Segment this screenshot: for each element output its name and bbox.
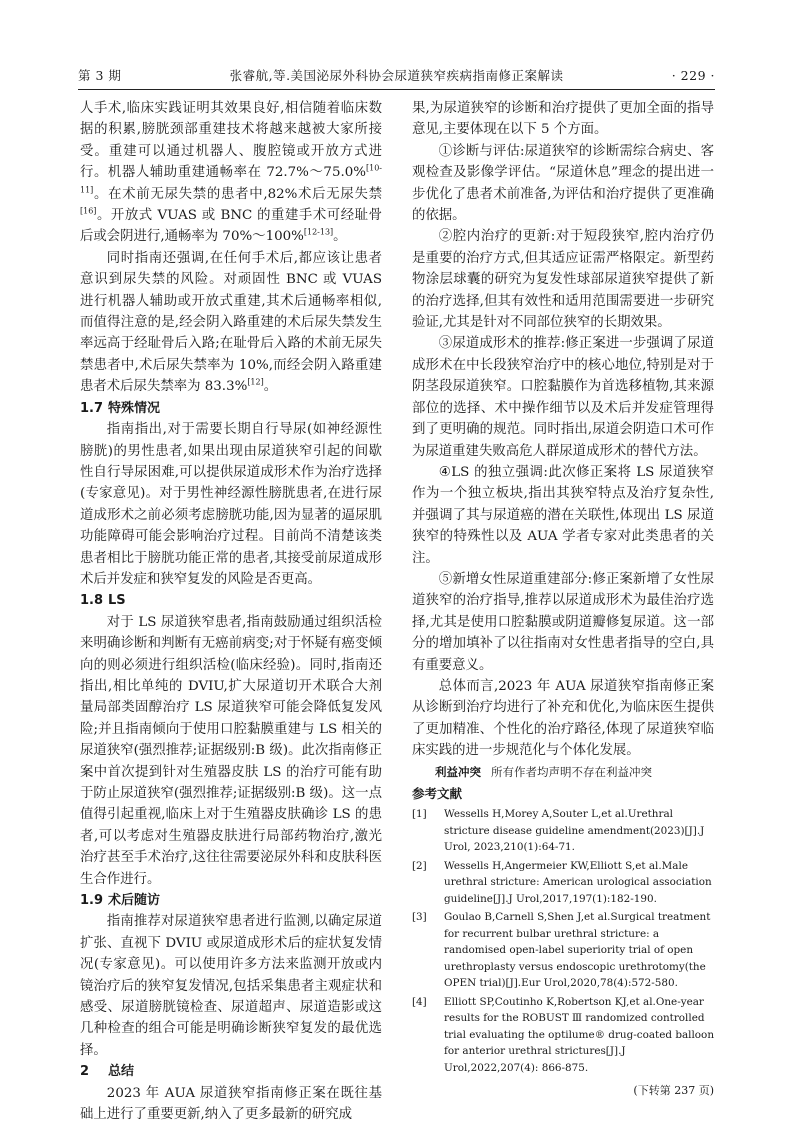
left-column xyxy=(80,98,382,1126)
paragraph: 指南指出,对于需要长期自行导尿(如神经源性膀胱)的男性患者,如果出现由尿道狭窄引起的间歇性自行导尿困难,可以提供尿道成形术作为治疗选择(专家意见)。对于男性神经源性膀胱患者,在进行尿道成形术之前必须考虑膀胱功能,因为显著的逼尿肌功能障碍可能会影响治疗过程。目前尚不清楚该类患者相比于膀胱功能正常的患者,其接受前尿道成形术后并发症和狭窄复发的风险是否更高。 xyxy=(80,422,382,587)
section-heading: 1.7 特殊情况 xyxy=(80,400,161,416)
header-rule xyxy=(78,89,715,90)
references-heading: 参考文献 xyxy=(412,786,463,801)
paragraph: 同时指南还强调,在任何手术后,都应该让患者意识到尿失禁的风险。对顽固性 BNC 或 VUAS 进行机器人辅助或开放式重建,其术后通畅率相似,而值得注意的是,经会阴入路重建的术后尿失禁发生率远高于经耻骨后入路;在耻骨后入路的术前无尿失禁患者中,术后尿失禁率为 10%,而经会阴入路重建患者术后尿失禁率为 83.3%[12]。 xyxy=(80,250,382,395)
right-column xyxy=(412,98,714,1102)
paragraph: 总体而言,2023 年 AUA 尿道狭窄指南修正案从诊断到治疗均进行了补充和优化,为临床医生提供了更加精准、个性化的治疗路径,体现了尿道狭窄临床实践的进一步规范化与个体化发展。 xyxy=(412,678,714,759)
paragraph: ②腔内治疗的更新:对于短段狭窄,腔内治疗仍是重要的治疗方式,但其适应证需严格限定。新型药物涂层球囊的研究为复发性球部尿道狭窄提供了新的治疗选择,但其有效性和适用范围需要进一步研究验证,尤其是针对不同部位狭窄的长期效果。 xyxy=(412,229,714,331)
running-header xyxy=(78,64,715,86)
section-heading: 1.8 LS xyxy=(80,593,126,609)
issue-number: 第 3 期 xyxy=(78,68,122,83)
paragraph: 对于 LS 尿道狭窄患者,指南鼓励通过组织活检来明确诊断和判断有无癌前病变;对于怀疑有癌变倾向的则必须进行组织活检(临床经验)。同时,指南还指出,相比单纯的 DVIU,扩大尿道切开术联合大剂量局部类固醇治疗 LS 尿道狭窄可能会降低复发风险;并且指南倾向于使用口腔黏膜重建与 LS 相关的尿道狭窄(强烈推荐;证据级别:B 级)。此次指南修正案中首次提到针对生殖器皮肤 LS 的治疗可能有助于防止尿道狭窄(强烈推荐;证据级别:B 级)。这一点值得引起重视,临床上对于生殖器皮肤确诊 LS 的患者,可以考虑对生殖器皮肤进行局部药物治疗,激光治疗甚至手术治疗,这往往需要泌尿外科和皮肤科医生合作进行。 xyxy=(80,614,382,887)
reference-item: [2] Wessells H,Angermeier KW,Elliott S,et al.Male urethral stricture: American urological association guideline[J].J Urol,2017,197(1):182-190. xyxy=(412,859,712,905)
paragraph: 2023 年 AUA 尿道狭窄指南修正案在既往基础上进行了重要更新,纳入了更多最新的研究成 xyxy=(80,1085,382,1123)
page-number: · 229 · xyxy=(671,67,715,83)
conflict-of-interest: 利益冲突 所有作者均声明不存在利益冲突 xyxy=(435,764,652,779)
section-heading: 1.9 术后随访 xyxy=(80,893,161,909)
paragraph: ④LS 的独立强调:此次修正案将 LS 尿道狭窄作为一个独立板块,指出其狭窄特点及治疗复杂性,并强调了其与尿道癌的潜在关联性,体现出 LS 尿道狭窄的特殊性以及 AUA 学者专家对此类患者的关注。 xyxy=(412,464,714,566)
paragraph: ③尿道成形术的推荐:修正案进一步强调了尿道成形术在中长段狭窄治疗中的核心地位,特别是对于阴茎段尿道狭窄。口腔黏膜作为首选移植物,其来源部位的选择、术中操作细节以及术后并发症管理得到了更明确的规范。同时指出,尿道会阴造口术可作为尿道重建失败高危人群尿道成形术的替代方法。 xyxy=(412,336,714,459)
paragraph: 果,为尿道狭窄的诊断和治疗提供了更加全面的指导意见,主要体现在以下 5 个方面。 xyxy=(412,101,714,138)
continued-note: (下转第 237 页) xyxy=(633,1084,714,1098)
paragraph: ⑤新增女性尿道重建部分:修正案新增了女性尿道狭窄的治疗指导,推荐以尿道成形术为最佳治疗选择,尤其是使用口腔黏膜或阴道瓣修复尿道。这一部分的增加填补了以往指南对女性患者指导的空白,具有重要意义。 xyxy=(412,571,714,673)
reference-item: [4] Elliott SP,Coutinho K,Robertson KJ,et al.One-year results for the ROBUST Ⅲ randomized controlled trial evaluating the optilume® drug-coated balloon for anterior urethral strictures[J].J Urol,2022,207(4): 866-875. xyxy=(412,995,715,1074)
section-heading: 2 总结 xyxy=(80,1064,135,1080)
reference-item: [1] Wessells H,Morey A,Souter L,et al.Urethral stricture disease guideline amendment(2023)[J].J Urol, 2023,210(1):64-71. xyxy=(412,808,705,854)
reference-item: [3] Goulao B,Carnell S,Shen J,et al.Surgical treatment for recurrent bulbar urethral stricture: a randomised open-label superiority trial of open urethroplasty versus endoscopic urethrotomy(the OPEN trial)[J].Eur Urol,2020,78(4):572-580. xyxy=(412,911,711,990)
paragraph: ①诊断与评估:尿道狭窄的诊断需综合病史、客观检查及影像学评估。“尿道休息”理念的提出进一步优化了患者术前准备,为评估和治疗提供了更准确的依据。 xyxy=(412,143,714,224)
paragraph: 人手术,临床实践证明其效果良好,相信随着临床数据的积累,膀胱颈部重建技术将越来越被大家所接受。重建可以通过机器人、腹腔镜或开放方式进行。机器人辅助重建通畅率在 72.7%～75.0%[10-11]。在术前无尿失禁的患者中,82%术后无尿失禁[16]。开放式 VUAS 或 BNC 的重建手术可经耻骨后或会阴进行,通畅率为 70%～100%[12-13]。 xyxy=(80,101,382,245)
paragraph: 指南推荐对尿道狭窄患者进行监测,以确定尿道扩张、直视下 DVIU 或尿道成形术后的症状复发情况(专家意见)。可以使用许多方法来监测开放或内镜治疗后的狭窄复发情况,包括采集患者主观症状和感受、尿道膀胱镜检查、尿道超声、尿道造影或这几种检查的组合可能是明确诊断狭窄复发的最优选择。 xyxy=(80,914,382,1058)
running-title: 张睿航,等.美国泌尿外科协会尿道狭窄疾病指南修正案解读 xyxy=(229,68,564,83)
